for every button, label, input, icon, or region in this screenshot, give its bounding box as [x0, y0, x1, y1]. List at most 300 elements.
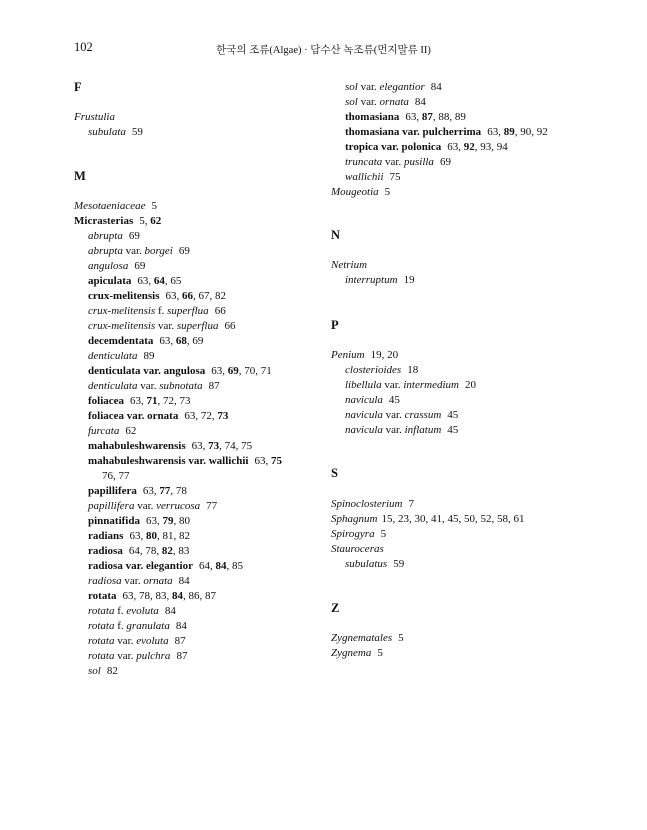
- page-ref: 41: [430, 513, 442, 525]
- entry-term: thomasiana: [345, 111, 400, 123]
- page-number: 102: [74, 40, 93, 54]
- page-ref: 94: [496, 141, 508, 153]
- entry-term: subnotata: [159, 380, 203, 392]
- page-refs: 63, 77, 78: [142, 485, 187, 497]
- entry-term: var.: [134, 500, 157, 512]
- page-refs: 63, 87, 88, 89: [405, 111, 466, 123]
- page-ref: 67: [198, 290, 210, 302]
- page-ref: 64: [153, 275, 165, 287]
- page-refs: [176, 620, 187, 632]
- index-entry: [74, 454, 282, 469]
- entry-term: decemdentata: [88, 335, 154, 347]
- page-ref: 89: [143, 350, 155, 362]
- entry-term: sol: [345, 96, 358, 108]
- index-entry: [74, 469, 130, 484]
- entry-term: foliacea: [88, 395, 125, 407]
- page-ref: 63: [137, 275, 149, 287]
- entry-term: Spinoclosterium: [331, 498, 403, 510]
- index-entry: [74, 619, 187, 634]
- index-entry: [331, 170, 401, 185]
- entry-term: evoluta: [136, 635, 169, 647]
- page-ref: 62: [150, 215, 162, 227]
- page-ref: 18: [407, 364, 419, 376]
- page-refs: [132, 126, 143, 138]
- entry-term: abrupta: [88, 230, 123, 242]
- entry-term: interruptum: [345, 274, 398, 286]
- page-ref: 73: [217, 410, 229, 422]
- page-ref: 69: [439, 156, 451, 168]
- page-refs: [447, 424, 458, 436]
- page-refs: [224, 320, 235, 332]
- index-entry: [331, 140, 508, 155]
- index-entry: [74, 424, 136, 439]
- page-refs: 63, 89, 90, 92: [487, 126, 548, 138]
- page-ref: 84: [414, 96, 426, 108]
- page-ref: 45: [447, 409, 459, 421]
- page-ref: 63: [130, 395, 142, 407]
- entry-term: mahabuleshwarensis: [88, 440, 186, 452]
- entry-term: f.: [114, 605, 127, 617]
- page-ref: 19: [403, 274, 415, 286]
- index-entry: [74, 514, 190, 529]
- entry-term: ornata: [143, 575, 173, 587]
- entry-term: Penium: [331, 349, 365, 361]
- page-refs: [176, 650, 187, 662]
- entry-term: var.: [121, 575, 144, 587]
- page-ref: 79: [162, 515, 174, 527]
- page-ref: 59: [393, 558, 405, 570]
- entry-term: crassum: [404, 409, 442, 421]
- page-ref: 84: [175, 620, 187, 632]
- entry-term: var.: [114, 650, 137, 662]
- page-refs: 63, 68, 69: [159, 335, 204, 347]
- index-entry: [331, 363, 418, 378]
- index-entry: [331, 258, 367, 273]
- page-refs: [381, 528, 387, 540]
- index-entry: [74, 559, 243, 574]
- entry-term: denticulata: [88, 380, 138, 392]
- page-refs: [107, 665, 118, 677]
- entry-term: libellula: [345, 379, 382, 391]
- index-entry: [331, 95, 426, 110]
- entry-term: inflatum: [404, 424, 442, 436]
- page-ref: 63: [211, 365, 223, 377]
- page-refs: [134, 260, 145, 272]
- page-ref: 80: [145, 530, 157, 542]
- entry-term: pulchra: [136, 650, 171, 662]
- entry-term: closterioides: [345, 364, 402, 376]
- page-ref: 30: [414, 513, 426, 525]
- page-ref: 71: [260, 365, 272, 377]
- entry-term: var.: [357, 81, 380, 93]
- index-entry: [331, 408, 458, 423]
- entry-term: papillifera: [88, 485, 137, 497]
- entry-term: Micrasterias: [74, 215, 134, 227]
- index-entry: [74, 589, 216, 604]
- index-entry: [331, 646, 383, 661]
- index-entry: [331, 393, 400, 408]
- page-ref: 89: [454, 111, 466, 123]
- index-entry: [331, 185, 390, 200]
- entry-term: truncata: [345, 156, 383, 168]
- page-refs: 64, 78, 82, 83: [128, 545, 190, 557]
- index-entry: [74, 319, 235, 334]
- page-ref: 77: [206, 500, 218, 512]
- page-refs: 63, 66, 67, 82: [165, 290, 226, 302]
- entry-term: sol: [345, 81, 358, 93]
- page-ref: 64: [128, 545, 140, 557]
- page-ref: 84: [178, 575, 190, 587]
- index-entry: [74, 304, 226, 319]
- entry-term: tropica var. polonica: [345, 141, 442, 153]
- index-entry: [74, 274, 181, 289]
- entry-term: borgei: [144, 245, 173, 257]
- entry-term: ornata: [379, 96, 409, 108]
- entry-term: Sphagnum: [331, 513, 378, 525]
- page-refs: [385, 186, 391, 198]
- page-refs: [179, 575, 190, 587]
- entry-term: Zygnema: [331, 647, 372, 659]
- page-refs: [398, 632, 404, 644]
- entry-term: navicula: [345, 424, 383, 436]
- section-letter: N: [331, 228, 341, 242]
- index-entry: [74, 349, 155, 364]
- index-entry: [74, 394, 191, 409]
- index-entry: [74, 289, 226, 304]
- entry-term: subulatus: [345, 558, 388, 570]
- page-ref: 84: [164, 605, 176, 617]
- page-ref: 87: [174, 635, 186, 647]
- entry-term: apiculata: [88, 275, 132, 287]
- page-refs: [389, 394, 400, 406]
- entry-term: Zygnematales: [331, 632, 393, 644]
- page-refs: 63, 72, 73: [184, 410, 229, 422]
- page-refs: 63, 69, 70, 71: [211, 365, 272, 377]
- entry-term: thomasiana var. pulcherrima: [345, 126, 482, 138]
- page-ref: 75: [389, 171, 401, 183]
- entry-term: denticulata: [88, 350, 138, 362]
- index-entry: [331, 348, 398, 363]
- page-ref: 63: [447, 141, 459, 153]
- page-ref: 87: [205, 590, 217, 602]
- page-ref: 58: [496, 513, 508, 525]
- page-ref: 78: [145, 545, 157, 557]
- page-refs: 63, 79, 80: [145, 515, 190, 527]
- running-title: 한국의 조류(Algae) · 담수산 녹조류(먼지말류 II): [216, 45, 431, 56]
- page-ref: 5: [139, 215, 145, 227]
- page-ref: 5: [384, 186, 391, 198]
- page-ref: 69: [128, 230, 140, 242]
- entry-term: superflua: [167, 305, 209, 317]
- page-ref: 69: [192, 335, 204, 347]
- page-ref: 78: [175, 485, 187, 497]
- page-refs: [465, 379, 476, 391]
- page-ref: 45: [447, 424, 459, 436]
- page-ref: 73: [208, 440, 220, 452]
- page-ref: 63: [165, 290, 177, 302]
- page-refs: 15, 23, 30, 41, 45, 50, 52, 58, 61: [381, 513, 525, 525]
- entry-term: crux-melitensis: [88, 320, 156, 332]
- index-entry: [331, 110, 466, 125]
- page-ref: 45: [447, 513, 459, 525]
- page-refs: [431, 81, 442, 93]
- page-refs: [415, 96, 426, 108]
- index-entry: [331, 542, 384, 557]
- page-refs: [125, 425, 136, 437]
- page-ref: 82: [214, 290, 226, 302]
- page-refs: [407, 364, 418, 376]
- index-entry: [331, 378, 476, 393]
- page-ref: 50: [463, 513, 475, 525]
- page-ref: 63: [405, 111, 417, 123]
- entry-term: var.: [137, 380, 160, 392]
- page-ref: 5: [380, 528, 387, 540]
- page-refs: 76, 77: [102, 470, 130, 482]
- entry-term: Netrium: [331, 259, 368, 271]
- page-ref: 63: [254, 455, 266, 467]
- page-ref: 93: [480, 141, 492, 153]
- page-refs: 19, 20: [370, 349, 399, 361]
- page-ref: 92: [463, 141, 475, 153]
- page-refs: 63, 75: [254, 455, 282, 467]
- page-refs: [404, 274, 415, 286]
- entry-term: denticulata var. angulosa: [88, 365, 206, 377]
- entry-term: subulata: [88, 126, 126, 138]
- index-entry: [331, 80, 442, 95]
- page-ref: 72: [163, 395, 175, 407]
- page-refs: [129, 230, 140, 242]
- page-ref: 66: [224, 320, 236, 332]
- index-entry: [74, 334, 203, 349]
- entry-term: Mesotaeniaceae: [74, 200, 146, 212]
- entry-term: abrupta: [88, 245, 123, 257]
- index-entry: [74, 664, 118, 679]
- index-entry: [74, 244, 190, 259]
- entry-term: crux-melitensis: [88, 290, 160, 302]
- section-letter: S: [331, 466, 338, 480]
- entry-term: rotata: [88, 635, 115, 647]
- index-entry: [331, 423, 458, 438]
- entry-term: radiosa: [88, 575, 122, 587]
- index-entry: [74, 529, 190, 544]
- page-ref: 5: [377, 647, 383, 659]
- index-entry: [331, 155, 451, 170]
- page-ref: 84: [430, 81, 442, 93]
- page-ref: 81: [162, 530, 174, 542]
- entry-term: radiosa: [88, 545, 123, 557]
- page-refs: [179, 245, 190, 257]
- index-entry: [74, 634, 186, 649]
- index-entry: [74, 259, 145, 274]
- page-ref: 78: [139, 590, 151, 602]
- page-ref: 63: [142, 485, 154, 497]
- index-entry: [331, 273, 415, 288]
- page-ref: 19: [370, 349, 382, 361]
- index-entry: [74, 409, 228, 424]
- entry-term: papillifera: [88, 500, 135, 512]
- page-refs: [151, 200, 157, 212]
- entry-term: rotata: [88, 650, 115, 662]
- entry-term: var.: [382, 156, 404, 168]
- entry-term: sol: [88, 665, 101, 677]
- page-ref: 7: [408, 498, 414, 510]
- index-entry: [74, 439, 252, 454]
- page-ref: 62: [125, 425, 137, 437]
- page-ref: 87: [421, 111, 433, 123]
- index-entry: [74, 499, 217, 514]
- index-entry: [74, 125, 143, 140]
- page-refs: [440, 156, 451, 168]
- page-refs: [215, 305, 226, 317]
- entry-term: f.: [114, 620, 127, 632]
- page-ref: 69: [134, 260, 146, 272]
- index-entry: [74, 544, 189, 559]
- entry-term: angulosa: [88, 260, 129, 272]
- entry-term: rotata: [88, 605, 115, 617]
- page-ref: 61: [513, 513, 525, 525]
- page-ref: 77: [118, 470, 130, 482]
- entry-term: pusilla: [403, 156, 434, 168]
- page-ref: 69: [178, 245, 190, 257]
- page-ref: 73: [179, 395, 191, 407]
- entry-term: rotata: [88, 590, 117, 602]
- page-ref: 52: [480, 513, 492, 525]
- page-ref: 15: [381, 513, 393, 525]
- entry-term: var.: [381, 379, 404, 391]
- page-ref: 63: [145, 515, 157, 527]
- entry-term: Stauroceras: [331, 543, 384, 555]
- page-refs: [165, 605, 176, 617]
- index-entry: [74, 484, 187, 499]
- page-refs: [447, 409, 458, 421]
- page-ref: 5: [151, 200, 157, 212]
- page-refs: 63, 92, 93, 94: [447, 141, 508, 153]
- page-ref: 69: [227, 365, 239, 377]
- entry-term: foliacea var. ornata: [88, 410, 179, 422]
- page-ref: 75: [241, 440, 253, 452]
- entry-term: rotata: [88, 620, 115, 632]
- entry-term: elegantior: [379, 81, 425, 93]
- page-ref: 63: [184, 410, 196, 422]
- entry-term: var.: [382, 424, 405, 436]
- page-ref: 84: [215, 560, 227, 572]
- index-entry: [74, 574, 190, 589]
- page-ref: 63: [487, 126, 499, 138]
- index-entry: [331, 497, 414, 512]
- entry-term: evoluta: [126, 605, 159, 617]
- page-ref: 68: [175, 335, 187, 347]
- entry-term: verrucosa: [156, 500, 201, 512]
- index-entry: [74, 229, 140, 244]
- entry-term: var.: [122, 245, 145, 257]
- index-entry: [331, 631, 404, 646]
- page-refs: 63, 64, 65: [137, 275, 182, 287]
- page-ref: 87: [208, 380, 220, 392]
- entry-term: crux-melitensis: [88, 305, 156, 317]
- entry-term: granulata: [126, 620, 170, 632]
- page-refs: 63, 78, 83, 84, 86, 87: [122, 590, 217, 602]
- page-refs: [206, 500, 217, 512]
- index-entry: [74, 110, 115, 125]
- index-entry: [331, 527, 386, 542]
- entry-term: radians: [88, 530, 124, 542]
- page-ref: 63: [129, 530, 141, 542]
- entry-term: pinnatifida: [88, 515, 140, 527]
- page-ref: 74: [224, 440, 236, 452]
- page-ref: 45: [388, 394, 400, 406]
- index-entry: [74, 199, 157, 214]
- index-entry: [74, 649, 187, 664]
- page-refs: 5, 62: [139, 215, 162, 227]
- page-ref: 20: [464, 379, 476, 391]
- page-ref: 65: [170, 275, 182, 287]
- page-ref: 83: [178, 545, 190, 557]
- page-ref: 86: [188, 590, 200, 602]
- page-ref: 88: [438, 111, 450, 123]
- page-refs: [175, 635, 186, 647]
- page-refs: [390, 171, 401, 183]
- section-letter: M: [74, 169, 86, 183]
- page-ref: 82: [106, 665, 118, 677]
- entry-term: superflua: [176, 320, 219, 332]
- page-ref: 90: [520, 126, 532, 138]
- entry-term: var.: [382, 409, 405, 421]
- page-ref: 64: [199, 560, 210, 572]
- entry-term: furcata: [88, 425, 120, 437]
- page-ref: 89: [503, 126, 515, 138]
- entry-term: var.: [114, 635, 137, 647]
- page-refs: 63, 73, 74, 75: [191, 440, 253, 452]
- entry-term: navicula: [345, 409, 383, 421]
- page-refs: 64, 84, 85: [199, 560, 243, 572]
- section-letter: P: [331, 318, 339, 332]
- entry-term: mahabuleshwarensis var. wallichii: [88, 455, 249, 467]
- index-entry: [331, 557, 404, 572]
- page-ref: 82: [161, 545, 173, 557]
- page-ref: 5: [398, 632, 404, 644]
- section-letter: F: [74, 80, 82, 94]
- index-entry: [331, 125, 548, 140]
- index-entry: [74, 379, 220, 394]
- page-ref: 92: [536, 126, 548, 138]
- page-ref: 80: [178, 515, 190, 527]
- page-ref: 59: [131, 126, 143, 138]
- page-refs: [377, 647, 383, 659]
- page-ref: 23: [397, 513, 409, 525]
- page-ref: 71: [146, 395, 158, 407]
- entry-term: Spirogyra: [331, 528, 375, 540]
- page-ref: 63: [191, 440, 203, 452]
- page-ref: 82: [178, 530, 190, 542]
- entry-term: radiosa var. elegantior: [88, 560, 193, 572]
- page-ref: 72: [200, 410, 212, 422]
- entry-term: var.: [155, 320, 177, 332]
- page-refs: [144, 350, 155, 362]
- page-ref: 84: [172, 590, 184, 602]
- index-entry: [74, 214, 161, 229]
- entry-term: f.: [155, 305, 168, 317]
- page-refs: [209, 380, 220, 392]
- page-ref: 85: [232, 560, 243, 572]
- page-ref: 75: [270, 455, 282, 467]
- entry-term: var.: [357, 96, 380, 108]
- page-ref: 70: [244, 365, 256, 377]
- page-ref: 66: [214, 305, 226, 317]
- section-letter: Z: [331, 601, 340, 615]
- page-ref: 77: [159, 485, 171, 497]
- page-ref: 63: [122, 590, 134, 602]
- page-ref: 66: [181, 290, 193, 302]
